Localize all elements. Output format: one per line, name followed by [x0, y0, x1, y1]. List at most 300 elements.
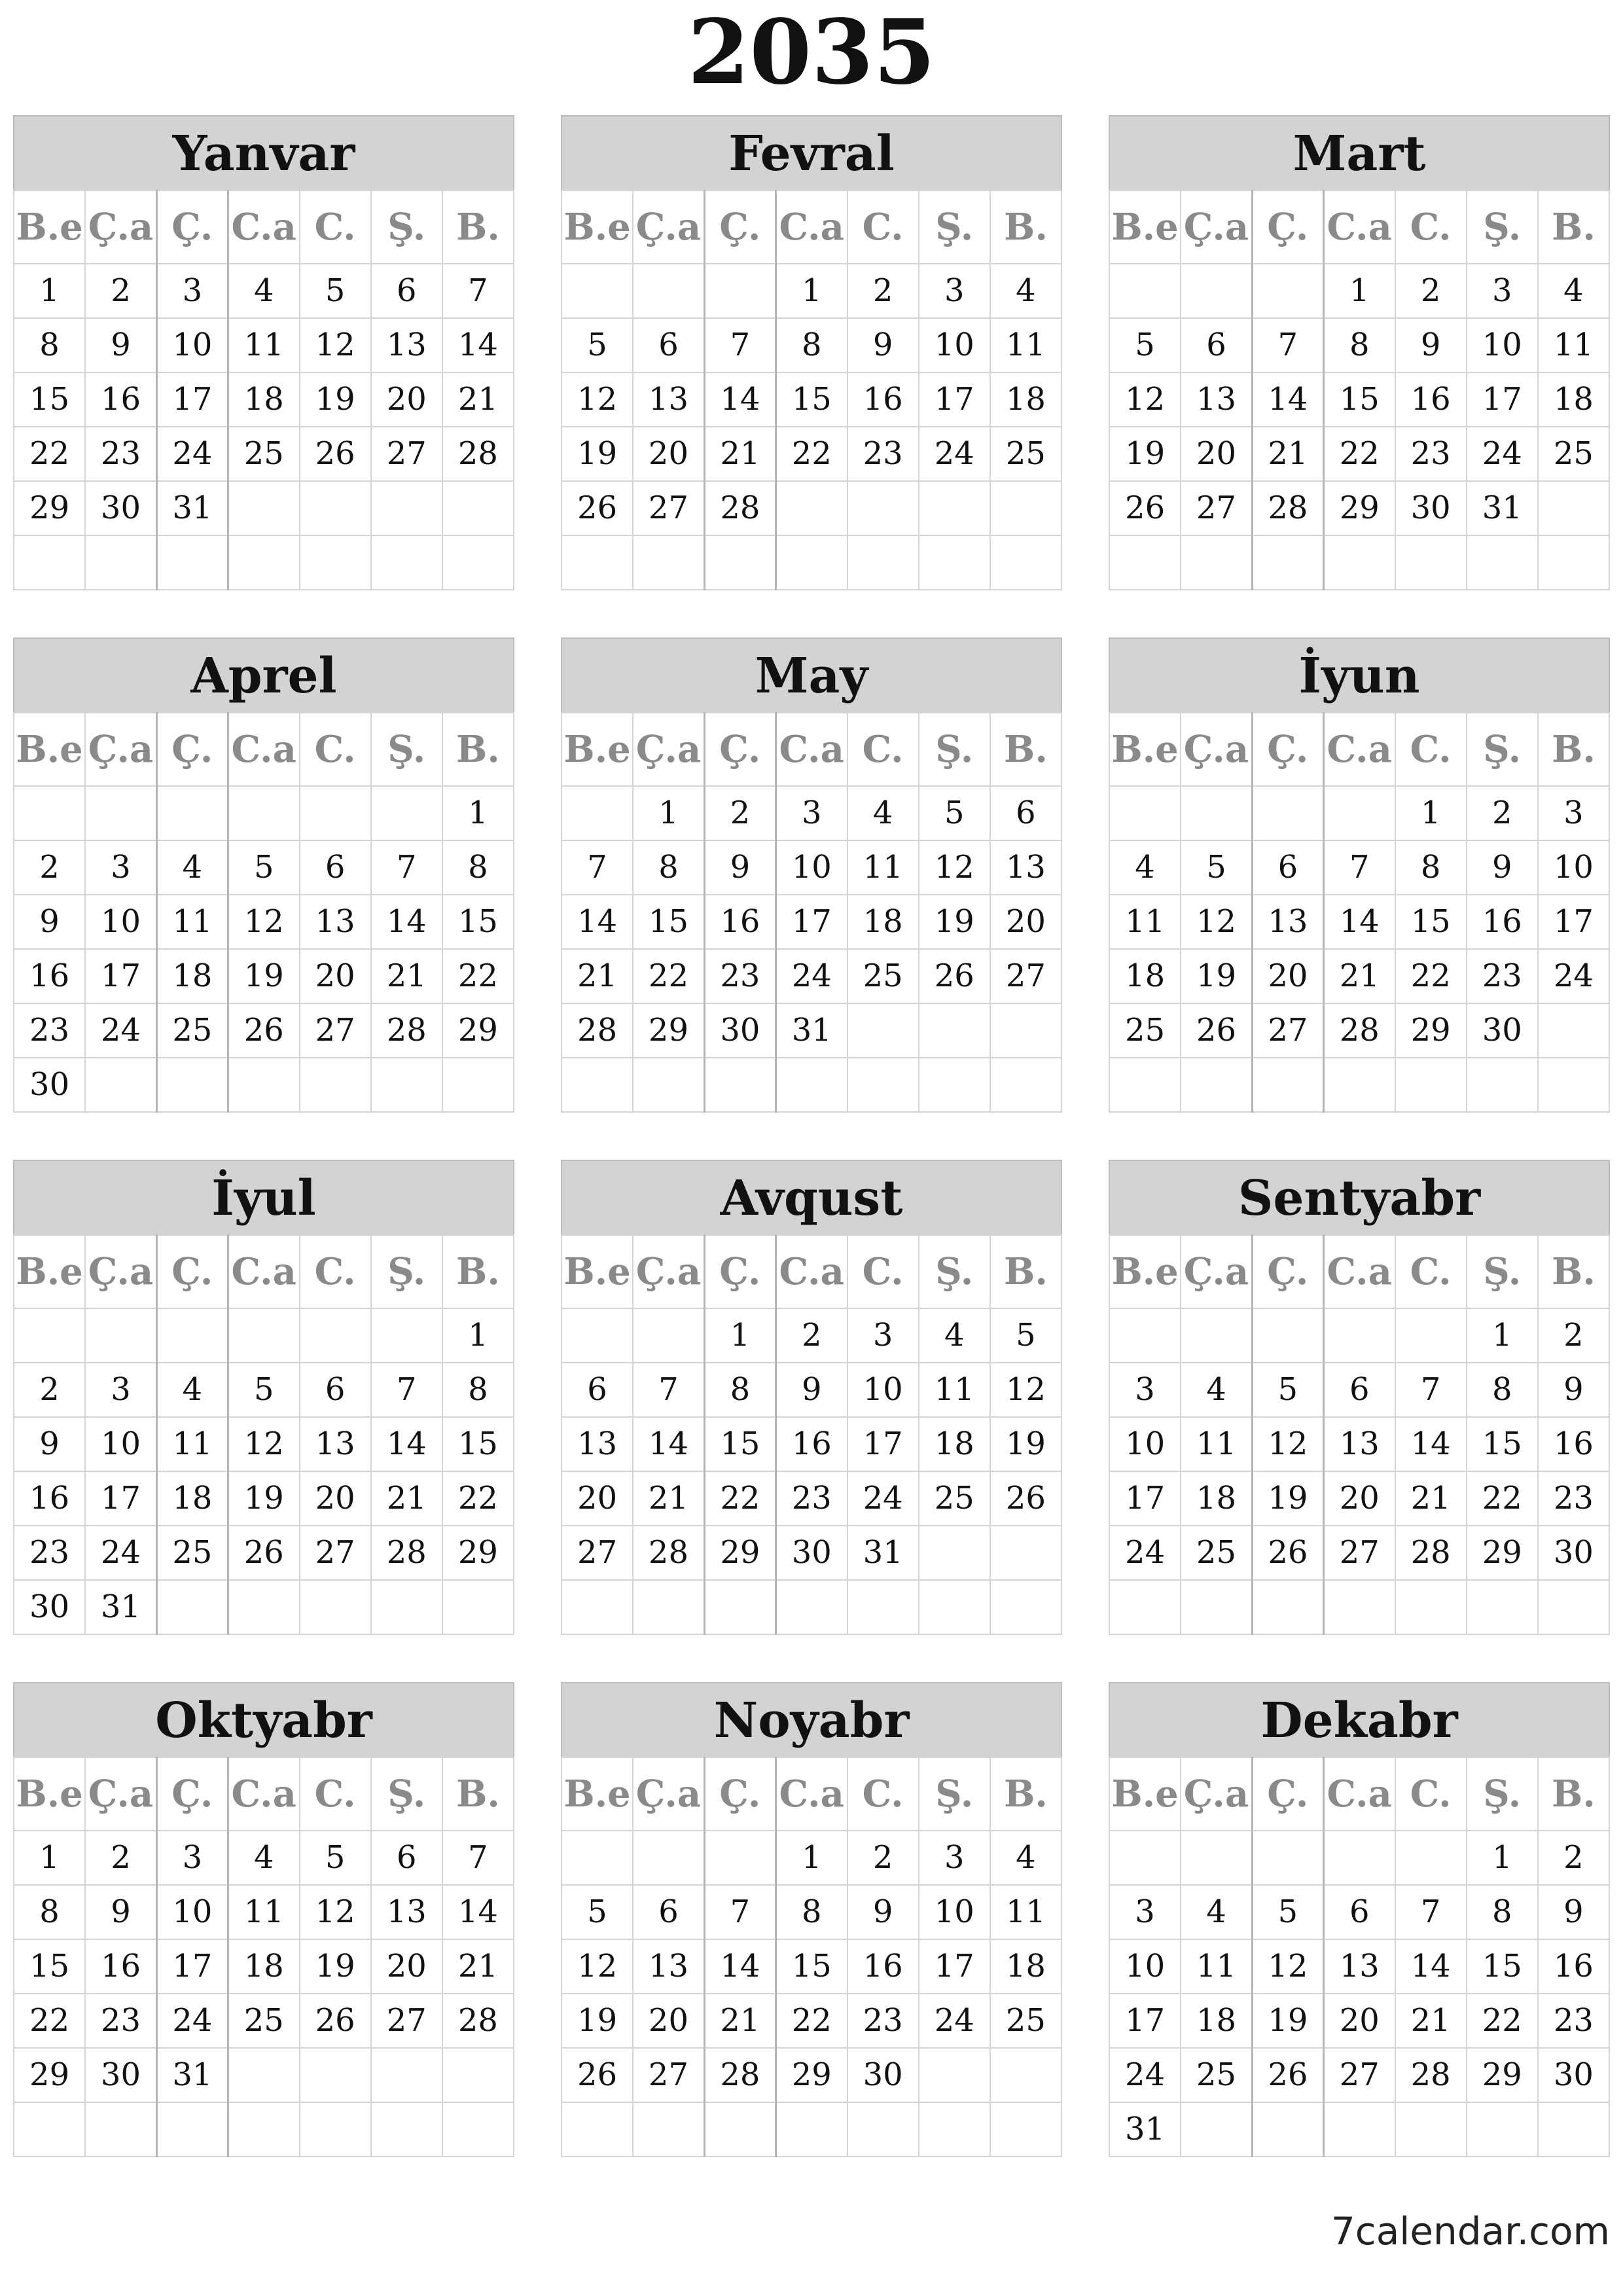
- day-cell: [1109, 1308, 1181, 1363]
- day-cell: 27: [300, 1526, 371, 1580]
- day-cell: [1181, 264, 1252, 318]
- day-cell: 22: [1323, 427, 1395, 481]
- week-row: [1109, 264, 1609, 318]
- day-cell: 13: [633, 1939, 704, 1994]
- day-cell: [85, 786, 156, 840]
- week-row: [1109, 372, 1609, 427]
- day-cell: 4: [156, 1363, 228, 1417]
- day-cell: 16: [847, 372, 919, 427]
- weekday-header-row: [562, 713, 1061, 786]
- day-cell: [1252, 2102, 1323, 2157]
- day-cell: 1: [776, 264, 847, 318]
- day-cell: 22: [1395, 949, 1467, 1003]
- day-cell: 28: [371, 1526, 442, 1580]
- day-cell: 21: [1395, 1994, 1467, 2048]
- day-cell: 19: [300, 1939, 371, 1994]
- weekday-header-row: [562, 1757, 1061, 1831]
- weekday-label: B.e: [1109, 1235, 1181, 1308]
- day-cell: 29: [1467, 2048, 1538, 2102]
- day-cell: 24: [156, 1994, 228, 2048]
- day-cell: 18: [990, 1939, 1061, 1994]
- day-cell: 30: [85, 481, 156, 535]
- week-row: [562, 1831, 1061, 1885]
- day-cell: 4: [1181, 1363, 1252, 1417]
- day-cell: 21: [442, 1939, 514, 1994]
- day-cell: 11: [1181, 1417, 1252, 1471]
- day-cell: 5: [562, 1885, 633, 1939]
- day-cell: 5: [919, 786, 990, 840]
- day-cell: 29: [442, 1526, 514, 1580]
- day-cell: 17: [1109, 1994, 1181, 2048]
- day-cell: [1538, 481, 1609, 535]
- day-cell: 17: [847, 1417, 919, 1471]
- day-cell: [990, 2048, 1061, 2102]
- day-cell: 20: [1323, 1471, 1395, 1526]
- day-cell: 15: [1323, 372, 1395, 427]
- day-cell: [371, 1308, 442, 1363]
- day-cell: 16: [704, 895, 776, 949]
- day-cell: 3: [847, 1308, 919, 1363]
- day-cell: 10: [156, 1885, 228, 1939]
- day-cell: [371, 2048, 442, 2102]
- day-cell: 26: [1252, 1526, 1323, 1580]
- day-cell: 20: [633, 1994, 704, 2048]
- day-cell: [704, 2102, 776, 2157]
- day-cell: 28: [1323, 1003, 1395, 1058]
- month-days-table: [1109, 1757, 1610, 2157]
- day-cell: 8: [14, 318, 85, 372]
- day-cell: 12: [228, 1417, 299, 1471]
- day-cell: 11: [1538, 318, 1609, 372]
- day-cell: 22: [14, 427, 85, 481]
- day-cell: 27: [300, 1003, 371, 1058]
- day-cell: [1181, 1308, 1252, 1363]
- day-cell: 14: [704, 1939, 776, 1994]
- day-cell: [704, 535, 776, 590]
- day-cell: 11: [1181, 1939, 1252, 1994]
- day-cell: 12: [1252, 1417, 1323, 1471]
- month-name: Avqust: [561, 1160, 1062, 1234]
- day-cell: 12: [300, 318, 371, 372]
- day-cell: [1252, 1831, 1323, 1885]
- day-cell: [704, 264, 776, 318]
- day-cell: 7: [633, 1363, 704, 1417]
- day-cell: [371, 786, 442, 840]
- day-cell: 15: [442, 1417, 514, 1471]
- day-cell: 18: [1181, 1471, 1252, 1526]
- day-cell: 4: [1109, 840, 1181, 895]
- day-cell: 22: [442, 1471, 514, 1526]
- day-cell: 9: [847, 1885, 919, 1939]
- month-name: Aprel: [13, 637, 514, 712]
- day-cell: 15: [776, 1939, 847, 1994]
- day-cell: [300, 2048, 371, 2102]
- day-cell: 14: [562, 895, 633, 949]
- day-cell: 29: [442, 1003, 514, 1058]
- day-cell: 29: [776, 2048, 847, 2102]
- week-row: [14, 2048, 514, 2102]
- day-cell: 30: [1538, 2048, 1609, 2102]
- day-cell: 5: [1109, 318, 1181, 372]
- day-cell: 25: [990, 427, 1061, 481]
- day-cell: 28: [633, 1526, 704, 1580]
- day-cell: [1467, 535, 1538, 590]
- day-cell: 20: [633, 427, 704, 481]
- day-cell: 2: [14, 840, 85, 895]
- day-cell: 12: [562, 372, 633, 427]
- weekday-label: Ç.a: [1181, 713, 1252, 786]
- week-row: [1109, 1526, 1609, 1580]
- day-cell: 18: [228, 1939, 299, 1994]
- month-name: Oktyabr: [13, 1682, 514, 1757]
- week-row: [14, 535, 514, 590]
- day-cell: 16: [85, 1939, 156, 1994]
- day-cell: 8: [1395, 840, 1467, 895]
- day-cell: 16: [14, 1471, 85, 1526]
- day-cell: 23: [847, 427, 919, 481]
- day-cell: 13: [1323, 1417, 1395, 1471]
- day-cell: 1: [1323, 264, 1395, 318]
- day-cell: 26: [919, 949, 990, 1003]
- day-cell: [919, 1003, 990, 1058]
- day-cell: [562, 786, 633, 840]
- month-block: [13, 115, 514, 592]
- day-cell: [1252, 1058, 1323, 1112]
- day-cell: 17: [156, 372, 228, 427]
- week-row: [14, 318, 514, 372]
- day-cell: 25: [919, 1471, 990, 1526]
- day-cell: [442, 2102, 514, 2157]
- day-cell: 18: [990, 372, 1061, 427]
- day-cell: 16: [847, 1939, 919, 1994]
- day-cell: 12: [300, 1885, 371, 1939]
- day-cell: [228, 2102, 299, 2157]
- day-cell: 19: [228, 1471, 299, 1526]
- day-cell: 30: [847, 2048, 919, 2102]
- day-cell: [1323, 1580, 1395, 1634]
- day-cell: [919, 1058, 990, 1112]
- day-cell: 1: [633, 786, 704, 840]
- day-cell: 9: [85, 1885, 156, 1939]
- week-row: [562, 1994, 1061, 2048]
- day-cell: 14: [442, 318, 514, 372]
- day-cell: 16: [1395, 372, 1467, 427]
- day-cell: 29: [14, 2048, 85, 2102]
- day-cell: 2: [1395, 264, 1467, 318]
- day-cell: 11: [847, 840, 919, 895]
- weekday-label: C.a: [228, 713, 299, 786]
- week-row: [1109, 2048, 1609, 2102]
- weekday-label: B.e: [1109, 1757, 1181, 1831]
- month-name: Noyabr: [561, 1682, 1062, 1757]
- day-cell: 6: [1323, 1885, 1395, 1939]
- day-cell: 21: [704, 427, 776, 481]
- day-cell: [1181, 786, 1252, 840]
- day-cell: [442, 1058, 514, 1112]
- day-cell: 4: [990, 1831, 1061, 1885]
- week-row: [1109, 1994, 1609, 2048]
- week-row: [1109, 786, 1609, 840]
- day-cell: 25: [1109, 1003, 1181, 1058]
- day-cell: 20: [990, 895, 1061, 949]
- week-row: [14, 1363, 514, 1417]
- day-cell: [14, 2102, 85, 2157]
- day-cell: 10: [1467, 318, 1538, 372]
- day-cell: 5: [300, 264, 371, 318]
- day-cell: 17: [919, 372, 990, 427]
- week-row: [14, 1831, 514, 1885]
- month-days-table: [1109, 1234, 1610, 1635]
- day-cell: [562, 1580, 633, 1634]
- day-cell: [776, 535, 847, 590]
- weekday-label: Ş.: [919, 713, 990, 786]
- month-block: [13, 1682, 514, 2159]
- day-cell: 21: [371, 949, 442, 1003]
- week-row: [1109, 1363, 1609, 1417]
- weekday-label: Ş.: [1467, 190, 1538, 264]
- weekday-label: C.a: [776, 1757, 847, 1831]
- weekday-header-row: [14, 713, 514, 786]
- weekday-label: C.a: [776, 190, 847, 264]
- day-cell: [156, 535, 228, 590]
- day-cell: 31: [776, 1003, 847, 1058]
- month-name: Sentyabr: [1109, 1160, 1610, 1234]
- day-cell: 10: [847, 1363, 919, 1417]
- week-row: [14, 264, 514, 318]
- week-row: [14, 1471, 514, 1526]
- day-cell: [14, 1308, 85, 1363]
- day-cell: 23: [1538, 1994, 1609, 2048]
- week-row: [14, 1939, 514, 1994]
- weekday-label: C.: [847, 1757, 919, 1831]
- day-cell: 27: [1252, 1003, 1323, 1058]
- day-cell: [919, 2102, 990, 2157]
- weekday-label: Ş.: [919, 190, 990, 264]
- day-cell: 10: [919, 1885, 990, 1939]
- weekday-label: Ş.: [1467, 1757, 1538, 1831]
- weekday-label: Ç.a: [633, 1235, 704, 1308]
- week-row: [562, 535, 1061, 590]
- week-row: [562, 1417, 1061, 1471]
- day-cell: 1: [1467, 1831, 1538, 1885]
- month-block: [561, 637, 1062, 1115]
- day-cell: 6: [633, 318, 704, 372]
- day-cell: 4: [228, 1831, 299, 1885]
- day-cell: 28: [1252, 481, 1323, 535]
- day-cell: 3: [1109, 1885, 1181, 1939]
- day-cell: [776, 2102, 847, 2157]
- month-days-table: [13, 712, 514, 1113]
- day-cell: 16: [1538, 1939, 1609, 1994]
- day-cell: [562, 535, 633, 590]
- day-cell: 21: [1323, 949, 1395, 1003]
- weekday-header-row: [562, 1235, 1061, 1308]
- weekday-label: Ç.: [1252, 190, 1323, 264]
- day-cell: 14: [1252, 372, 1323, 427]
- week-row: [1109, 949, 1609, 1003]
- day-cell: 28: [562, 1003, 633, 1058]
- day-cell: [14, 535, 85, 590]
- weekday-label: Ş.: [371, 1757, 442, 1831]
- week-row: [14, 1308, 514, 1363]
- month-days-table: [1109, 712, 1610, 1113]
- month-days-table: [561, 712, 1062, 1113]
- day-cell: 26: [562, 481, 633, 535]
- day-cell: [633, 1580, 704, 1634]
- day-cell: 24: [85, 1003, 156, 1058]
- day-cell: [633, 1308, 704, 1363]
- weekday-label: Ç.a: [633, 190, 704, 264]
- day-cell: 9: [1395, 318, 1467, 372]
- day-cell: 21: [1395, 1471, 1467, 1526]
- day-cell: [156, 2102, 228, 2157]
- day-cell: 29: [1395, 1003, 1467, 1058]
- day-cell: 20: [300, 1471, 371, 1526]
- month-name: İyul: [13, 1160, 514, 1234]
- day-cell: 6: [1252, 840, 1323, 895]
- weekday-label: Ç.a: [85, 190, 156, 264]
- day-cell: 7: [442, 264, 514, 318]
- day-cell: 25: [156, 1526, 228, 1580]
- day-cell: 11: [156, 895, 228, 949]
- day-cell: 18: [228, 372, 299, 427]
- day-cell: [1181, 2102, 1252, 2157]
- day-cell: [228, 535, 299, 590]
- day-cell: 29: [704, 1526, 776, 1580]
- day-cell: 9: [1467, 840, 1538, 895]
- day-cell: 2: [847, 1831, 919, 1885]
- day-cell: 24: [847, 1471, 919, 1526]
- day-cell: [1252, 264, 1323, 318]
- day-cell: [847, 535, 919, 590]
- day-cell: 27: [633, 481, 704, 535]
- day-cell: 13: [1181, 372, 1252, 427]
- day-cell: [300, 786, 371, 840]
- week-row: [1109, 1580, 1609, 1634]
- day-cell: 25: [156, 1003, 228, 1058]
- weekday-label: Ş.: [919, 1235, 990, 1308]
- month-name: Fevral: [561, 115, 1062, 190]
- day-cell: 21: [1252, 427, 1323, 481]
- day-cell: 19: [1109, 427, 1181, 481]
- day-cell: 21: [562, 949, 633, 1003]
- day-cell: [1395, 1308, 1467, 1363]
- day-cell: 28: [1395, 1526, 1467, 1580]
- weekday-label: C.a: [228, 1235, 299, 1308]
- day-cell: [990, 535, 1061, 590]
- weekday-label: C.: [847, 190, 919, 264]
- day-cell: 4: [1181, 1885, 1252, 1939]
- day-cell: 13: [300, 1417, 371, 1471]
- month-name: Yanvar: [13, 115, 514, 190]
- day-cell: [847, 1003, 919, 1058]
- week-row: [14, 372, 514, 427]
- day-cell: [919, 1526, 990, 1580]
- day-cell: 7: [1252, 318, 1323, 372]
- day-cell: 5: [300, 1831, 371, 1885]
- day-cell: [1323, 1831, 1395, 1885]
- day-cell: 24: [1109, 2048, 1181, 2102]
- day-cell: [776, 1580, 847, 1634]
- weekday-label: B.: [442, 713, 514, 786]
- weekday-label: B.e: [562, 713, 633, 786]
- day-cell: 18: [156, 1471, 228, 1526]
- day-cell: 1: [14, 1831, 85, 1885]
- day-cell: [562, 1831, 633, 1885]
- day-cell: [442, 1580, 514, 1634]
- weekday-label: Ç.: [704, 1757, 776, 1831]
- day-cell: [562, 1058, 633, 1112]
- day-cell: 13: [1323, 1939, 1395, 1994]
- day-cell: [847, 1580, 919, 1634]
- day-cell: 4: [847, 786, 919, 840]
- day-cell: 31: [847, 1526, 919, 1580]
- day-cell: 26: [1181, 1003, 1252, 1058]
- day-cell: [919, 2048, 990, 2102]
- day-cell: 22: [633, 949, 704, 1003]
- weekday-label: C.: [300, 1757, 371, 1831]
- day-cell: 2: [776, 1308, 847, 1363]
- weekday-label: B.: [1538, 1235, 1609, 1308]
- month-name: May: [561, 637, 1062, 712]
- day-cell: [847, 2102, 919, 2157]
- day-cell: 8: [1467, 1885, 1538, 1939]
- day-cell: 29: [1467, 1526, 1538, 1580]
- day-cell: 20: [371, 372, 442, 427]
- day-cell: 23: [14, 1526, 85, 1580]
- week-row: [1109, 1939, 1609, 1994]
- day-cell: 11: [990, 1885, 1061, 1939]
- day-cell: 5: [1252, 1885, 1323, 1939]
- week-row: [562, 1003, 1061, 1058]
- day-cell: 18: [919, 1417, 990, 1471]
- day-cell: [1538, 535, 1609, 590]
- day-cell: [1467, 1580, 1538, 1634]
- week-row: [1109, 1417, 1609, 1471]
- day-cell: 28: [1395, 2048, 1467, 2102]
- day-cell: 8: [1323, 318, 1395, 372]
- day-cell: 4: [990, 264, 1061, 318]
- day-cell: 20: [300, 949, 371, 1003]
- weekday-label: C.a: [1323, 713, 1395, 786]
- month-name: Mart: [1109, 115, 1610, 190]
- day-cell: 27: [1323, 1526, 1395, 1580]
- day-cell: 8: [442, 840, 514, 895]
- day-cell: 28: [442, 1994, 514, 2048]
- weekday-label: Ç.a: [85, 1757, 156, 1831]
- day-cell: 27: [1181, 481, 1252, 535]
- month-name: İyun: [1109, 637, 1610, 712]
- day-cell: 12: [919, 840, 990, 895]
- weekday-label: Ç.: [156, 190, 228, 264]
- week-row: [1109, 427, 1609, 481]
- day-cell: [990, 481, 1061, 535]
- weekday-label: Ç.: [704, 1235, 776, 1308]
- day-cell: 26: [228, 1003, 299, 1058]
- day-cell: 15: [1467, 1939, 1538, 1994]
- day-cell: 13: [371, 318, 442, 372]
- weekday-label: Ç.a: [85, 1235, 156, 1308]
- day-cell: 21: [704, 1994, 776, 2048]
- day-cell: 18: [156, 949, 228, 1003]
- day-cell: [85, 1058, 156, 1112]
- week-row: [562, 481, 1061, 535]
- day-cell: 3: [919, 264, 990, 318]
- day-cell: [1181, 1580, 1252, 1634]
- weekday-label: Ş.: [371, 713, 442, 786]
- day-cell: 23: [776, 1471, 847, 1526]
- day-cell: 20: [1252, 949, 1323, 1003]
